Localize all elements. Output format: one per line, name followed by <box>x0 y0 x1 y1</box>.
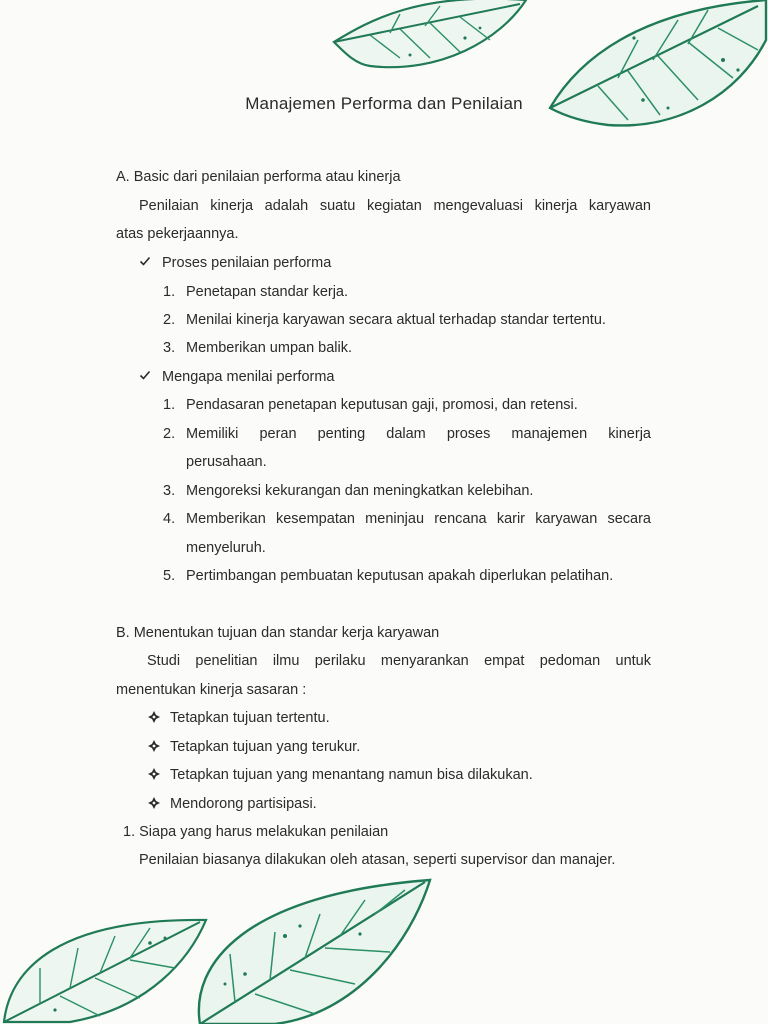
group2-item-num-1: 1. <box>163 397 176 413</box>
diamond-bullet-icon <box>147 710 161 727</box>
group2-item-text-5: Pertimbangan pembuatan keputusan apakah diperlukan pelatihan. <box>186 568 614 584</box>
leaf-illustration-top-right <box>548 0 768 135</box>
section-a-heading: A. Basic dari penilaian performa atau kinerja <box>116 169 401 185</box>
group2-item-text-2: Memiliki peran penting dalam proses manajemen kinerja <box>186 426 651 442</box>
diamond-bullet-icon <box>147 767 161 784</box>
group2-item-cont-2: perusahaan. <box>186 454 267 470</box>
section-a-paragraph-line1: Penilaian kinerja adalah suatu kegiatan mengevaluasi kinerja karyawan <box>139 198 651 214</box>
group1-item-num-2: 2. <box>163 312 176 328</box>
section-a-paragraph-line2: atas pekerjaannya. <box>116 226 239 242</box>
subsection-heading: 1. Siapa yang harus melakukan penilaian <box>123 824 389 840</box>
subsection-paragraph: Penilaian biasanya dilakukan oleh atasan, seperti supervisor dan manajer. <box>139 852 616 868</box>
group2-label: Mengapa menilai performa <box>162 369 335 385</box>
leaf-illustration-bottom-left <box>0 898 210 1024</box>
group1-item-num-1: 1. <box>163 284 176 300</box>
group2-item-text-1: Pendasaran penetapan keputusan gaji, promosi, dan retensi. <box>186 397 578 413</box>
group1-item-text-3: Memberikan umpan balik. <box>186 340 353 356</box>
section-b-heading: B. Menentukan tujuan dan standar kerja karyawan <box>116 625 440 641</box>
group2-item-num-4: 4. <box>163 511 176 527</box>
leaf-illustration-top-left <box>330 0 530 80</box>
group1-item-text-1: Penetapan standar kerja. <box>186 284 349 300</box>
group1-label: Proses penilaian performa <box>162 255 332 271</box>
bullet-item-3: Tetapkan tujuan yang menantang namun bisa dilakukan. <box>170 767 533 783</box>
section-b-paragraph-line2: menentukan kinerja sasaran : <box>116 682 307 698</box>
group2-item-num-3: 3. <box>163 483 176 499</box>
leaf-illustration-bottom-center <box>185 874 435 1024</box>
group1-item-num-3: 3. <box>163 340 176 356</box>
section-b-paragraph-line1: Studi penelitian ilmu perilaku menyarankan empat pedoman untuk <box>147 653 651 669</box>
diamond-bullet-icon <box>147 739 161 756</box>
group2-item-cont-4: menyeluruh. <box>186 540 266 556</box>
group2-item-text-3: Mengoreksi kekurangan dan meningkatkan kelebihan. <box>186 483 534 499</box>
group2-item-num-5: 5. <box>163 568 176 584</box>
check-icon <box>139 255 151 270</box>
group2-item-text-4: Memberikan kesempatan meninjau rencana karir karyawan secara <box>186 511 651 527</box>
group1-item-text-2: Menilai kinerja karyawan secara aktual terhadap standar tertentu. <box>186 312 606 328</box>
bullet-item-1: Tetapkan tujuan tertentu. <box>170 710 330 726</box>
bullet-item-2: Tetapkan tujuan yang terukur. <box>170 739 361 755</box>
check-icon <box>139 369 151 384</box>
diamond-bullet-icon <box>147 796 161 813</box>
group2-item-num-2: 2. <box>163 426 176 442</box>
page-title: Manajemen Performa dan Penilaian <box>245 94 523 113</box>
bullet-item-4: Mendorong partisipasi. <box>170 796 317 812</box>
